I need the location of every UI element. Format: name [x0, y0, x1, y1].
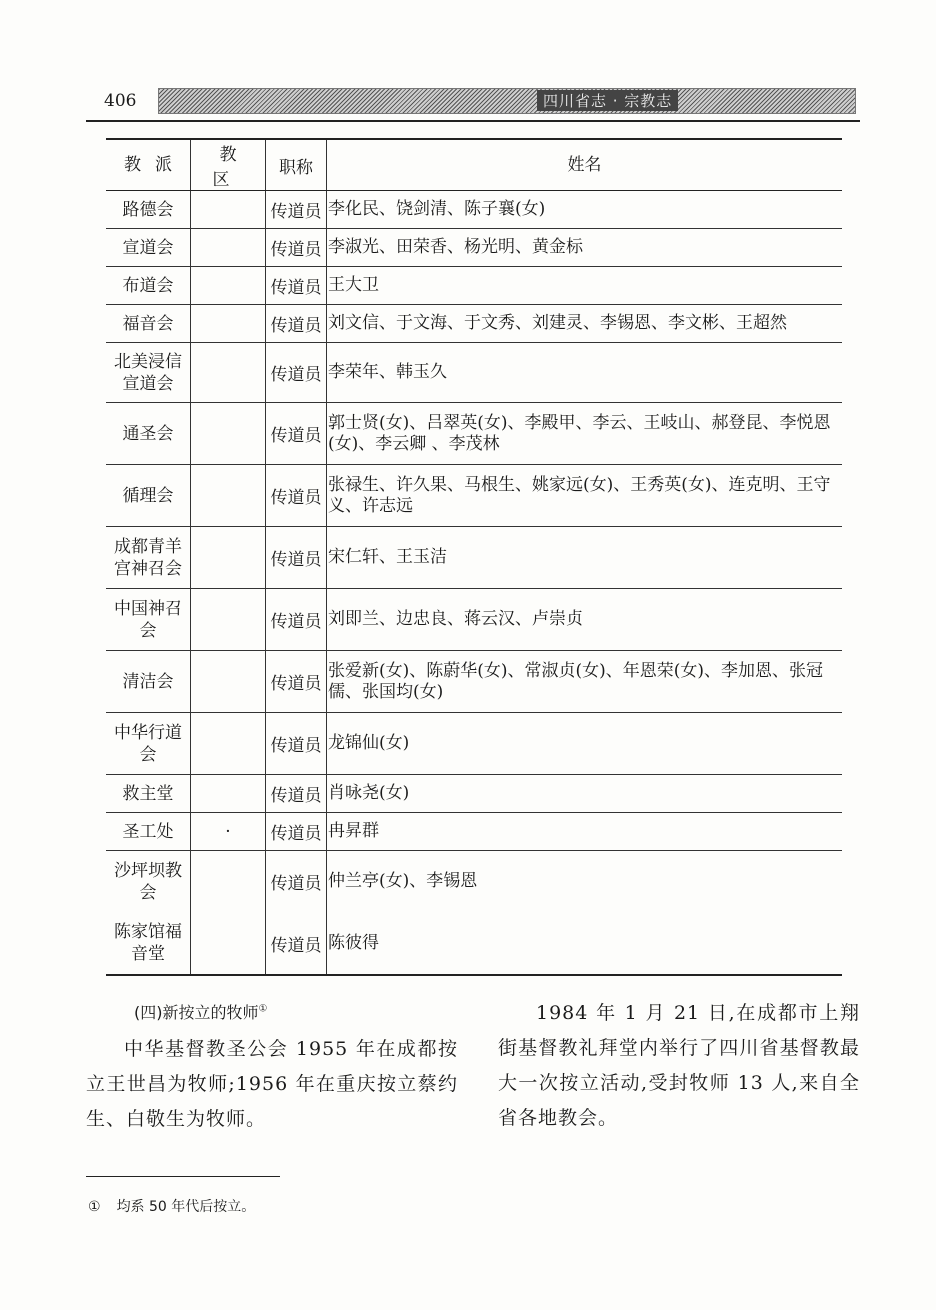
- sect-cell: 循理会: [106, 465, 191, 527]
- role-cell: 传道员: [266, 651, 327, 713]
- page-number: 406: [104, 91, 137, 111]
- body-paragraph-left: 中华基督教圣公会 1955 年在成都按立王世昌为牧师;1956 年在重庆按立蔡约生、白敬生为牧师。: [86, 1038, 458, 1130]
- table-row: [106, 305, 842, 343]
- page-header: [86, 86, 860, 122]
- names-cell: 郭士贤(女)、吕翠英(女)、李殿甲、李云、王岐山、郝登昆、李悦恩(女)、李云卿 、李茂林: [327, 403, 843, 465]
- table-row: [106, 775, 842, 813]
- role-cell: 传道员: [266, 813, 327, 851]
- sect-cell: 救主堂: [106, 775, 191, 813]
- section-heading-text: (四)新按立的牧师: [134, 1003, 259, 1022]
- role-cell: 传道员: [266, 267, 327, 305]
- footnote-mark: ①: [88, 1199, 101, 1215]
- role-cell: 传道员: [266, 713, 327, 775]
- section-heading: [134, 1000, 267, 1023]
- names-cell: 宋仁轩、王玉洁: [327, 527, 843, 589]
- district-cell: [191, 403, 266, 465]
- sect-cell: 清洁会: [106, 651, 191, 713]
- names-cell: 张爱新(女)、陈蔚华(女)、常淑贞(女)、年恩荣(女)、李加恩、张冠儒、张国均(女): [327, 651, 843, 713]
- district-cell: [191, 191, 266, 229]
- names-cell: 张禄生、许久果、马根生、姚家远(女)、王秀英(女)、连克明、王守义、许志远: [327, 465, 843, 527]
- names-cell: 李荣年、韩玉久: [327, 343, 843, 403]
- table-row: [106, 267, 842, 305]
- role-cell: 传道员: [266, 851, 327, 913]
- table-row: [106, 229, 842, 267]
- table-row: [106, 343, 842, 403]
- table-row: [106, 403, 842, 465]
- district-cell: [191, 229, 266, 267]
- footnote-reference: ①: [258, 1003, 268, 1015]
- sect-cell: 通圣会: [106, 403, 191, 465]
- names-cell: 李化民、饶剑清、陈子襄(女): [327, 191, 843, 229]
- district-cell: [191, 305, 266, 343]
- sect-cell: 路德会: [106, 191, 191, 229]
- column-header-sect: 教派: [106, 139, 191, 191]
- table-header-row: [106, 139, 842, 191]
- sect-cell: 中华行道会: [106, 713, 191, 775]
- names-cell: 李淑光、田荣香、杨光明、黄金标: [327, 229, 843, 267]
- names-cell: 冉昇群: [327, 813, 843, 851]
- column-header-names: 姓名: [327, 139, 843, 191]
- role-cell: 传道员: [266, 775, 327, 813]
- district-cell: [191, 775, 266, 813]
- sect-cell: 北美浸信宣道会: [106, 343, 191, 403]
- running-title: 四川省志 · 宗教志: [537, 90, 678, 111]
- table-row: [106, 813, 842, 851]
- table-row: [106, 589, 842, 651]
- sect-cell: 陈家馆福音堂: [106, 913, 191, 975]
- names-cell: 陈彼得: [327, 913, 843, 975]
- district-cell: [191, 527, 266, 589]
- footnote-divider: [86, 1176, 280, 1177]
- names-cell: 肖咏尧(女): [327, 775, 843, 813]
- body-paragraph-right: 1984 年 1 月 21 日,在成都市上翔街基督教礼拜堂内举行了四川省基督教最大一次按立活动,受封牧师 13 人,来自全省各地教会。: [498, 1002, 860, 1129]
- district-cell: [191, 713, 266, 775]
- table-row: [106, 713, 842, 775]
- district-cell: [191, 851, 266, 913]
- footnote: [88, 1196, 255, 1216]
- names-cell: 仲兰亭(女)、李锡恩: [328, 871, 478, 892]
- district-cell: [191, 465, 266, 527]
- district-cell: [191, 343, 266, 403]
- names-cell: 刘文信、于文海、于文秀、刘建灵、李锡恩、李文彬、王超然: [327, 305, 843, 343]
- role-cell: 传道员: [266, 403, 327, 465]
- sect-cell: 布道会: [106, 267, 191, 305]
- table-row: [106, 913, 842, 975]
- district-cell: [191, 651, 266, 713]
- role-cell: 传道员: [266, 343, 327, 403]
- role-cell: 传道员: [266, 589, 327, 651]
- footnote-text: 均系 50 年代后按立。: [116, 1199, 256, 1215]
- role-cell: 传道员: [266, 527, 327, 589]
- evangelist-table: [106, 138, 842, 976]
- table-row: [106, 527, 842, 589]
- district-cell: [191, 589, 266, 651]
- role-cell: 传道员: [266, 305, 327, 343]
- sect-cell: 沙坪坝教会: [106, 851, 191, 913]
- sect-cell: 圣工处: [106, 813, 191, 851]
- names-cell: 龙锦仙(女): [327, 713, 843, 775]
- table-row: [106, 651, 842, 713]
- role-cell: 传道员: [266, 465, 327, 527]
- names-cell: 刘即兰、边忠良、蒋云汉、卢崇贞: [327, 589, 843, 651]
- column-header-district: 教区: [191, 139, 266, 191]
- sect-cell: 宣道会: [106, 229, 191, 267]
- sect-cell: 福音会: [106, 305, 191, 343]
- role-cell: 传道员: [266, 913, 327, 975]
- district-cell: [191, 913, 266, 975]
- district-cell: [191, 267, 266, 305]
- role-cell: 传道员: [266, 191, 327, 229]
- district-cell: ·: [191, 813, 266, 851]
- table-row: [106, 191, 842, 229]
- table-row: [106, 465, 842, 527]
- running-header-band: [158, 88, 856, 114]
- sect-cell: 中国神召会: [106, 589, 191, 651]
- sect-cell: 成都青羊宫神召会: [106, 527, 191, 589]
- table-row: [106, 851, 842, 913]
- names-cell: 王大卫: [327, 267, 843, 305]
- column-header-role: 职称: [266, 139, 327, 191]
- role-cell: 传道员: [266, 229, 327, 267]
